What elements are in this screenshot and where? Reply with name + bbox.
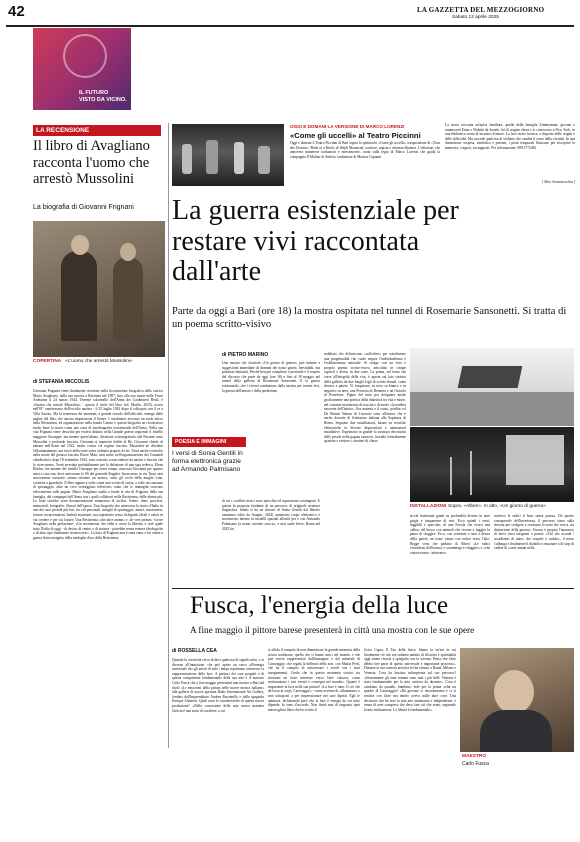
- review-byline: di STEFANIA MICCOLIS: [33, 379, 90, 385]
- exhibition-headline: «Come gli uccelli» al Teatro Piccinni: [290, 131, 421, 140]
- review-photo-caption: «L'uomo che arrestò Mussolini»: [65, 359, 133, 364]
- ad-graphic-icon: [63, 34, 107, 78]
- installation-caption-label: INSTALLAZIONI: [410, 504, 447, 509]
- header-rule: [6, 25, 574, 27]
- exhibition-body-right: La storia racconta un'epica familiare, quella della famiglia Zimmerman: giovani e innamorati Eitan e Wahida da Israele, lui di origine ebrea e si conoscono a New York, in una biblioteca scena di incontro d'amore. La loro storia fiorisce, a dispetto delle origini e delle difficoltà. Ma succede qualcosa di violento che cambia il corso della vicenda. In una dimensione sospesa, simbolica e potente, i piani temporali fluiscono per riscoprire la memoria, i segreti, sovrapposti. Per informazioni: 080.5772465.: [445, 123, 575, 150]
- installation-photo-top: [410, 348, 574, 426]
- main-col2: sedalizio che definiscono «collettive» per sottolineare una progettualità che vuole negare l'individualismo e l'esibizionismo autoriale. Si svolge così un vero e proprio poema scritto-visivo, articolato in cinque capitoli e diviso in due zone. La prima, sul tema che corre all'integrità della vita, è aperta sul lato sinistro della galleria da due lunghi fogli di scritto dismal, come dossier a parete. Vi traspaiono, in nero su bianco e in negativo su nero, una Persessa di Demetra e un Oracolo di Persefone. Figure del mito per designare anche graficamente una poetica della dialettica tra vita e morte, nel costante movimento di nascita e di morte «la tenebra nascente dell'inizio». Ora materia e il vuoto, perdita col De Rerum Natura di Lucrezio sono all'antico che è anche docente di letteratura italiana alla Sapienza di Roma. Seguono due installazioni, basate su tecniche elettroniche in diverse disposizioni e animazioni installative. Esprimono in grande lo struttura decorativa delle pesole nella pagina cartacea, facendo letteralmente spaziare e esistere i caratteri di classe: [324, 352, 406, 444]
- fusca-col1: Quando la creatività cerca di dirci qualcosa di significativo, e si divorno all'intuizione, che può aprire un varco all'energia universale che gli artisti di tutti i tempi esprimono attraverso la rappresentazione della luce. A parlarci dei suoi progetti e di questa componente fondamentale della sua arte è il maestro Carlo Fusca che a fine maggio presenterà una mostra a Bari dal titolo «Le emozioni della pittura nelle nuove mostra italiane» alla galleria di nuova apertura Rakis International Art Gallery, fondata dall'imprenditore Andrea Racaniello e dalla spagnola Enrique Almeirie. Quali sono le caratteristiche di questa nuova produzione? «Nella concezione della mia nuova maniera l'artista è una sorta di cavaliere, a cui: [172, 658, 264, 713]
- fusca-byline: di ROSSELLA CEA: [172, 648, 217, 654]
- page-number: 42: [8, 3, 25, 20]
- fusca-subhead: A fine maggio il pittore barese presenterà in città una mostra con le sue opere: [190, 625, 475, 635]
- exhibition-kicker: OGGI E DOMANI LA VERSIONE DI MARCO LORENZI: [290, 124, 405, 129]
- installation-photo-bottom: [410, 427, 574, 502]
- installation-caption: Sopra, «Alberi». In alto, «Un giorno di guerra»: [448, 504, 546, 509]
- main-byline: di PIETRO MARINO: [222, 352, 269, 358]
- ad-banner: [33, 28, 131, 110]
- main-headline: La guerra esistenziale per restare vivi raccontata dall'arte: [172, 195, 459, 287]
- poetry-sidebar-text: I versi di Sonia Gentili in forma elettronica grazie ad Armando Palmisano: [172, 450, 243, 474]
- theater-photo: [172, 124, 284, 186]
- poetry-sidebar-kicker: POESIA E IMMAGINI: [172, 437, 246, 447]
- fusca-photo-label: MAESTRO: [462, 754, 486, 759]
- review-kicker: LA RECENSIONE: [33, 125, 161, 136]
- review-body: Giovanni Frignani viene finalmente ricordato nella ricostruzione biografica dello storico Mario Avagliano, dalla sua nascita a Ravenna nel 1897, fino alla sua morte nelle Fosse Ardeatine il 24 marzo 1944. Tenente colonnello dell'Arma dei Carabinieri Reali, è «l'uomo che arrestò Mussolini» - questo il titolo del libro (ed. Marlin, 2025), uscito nell'81° anniversario dell'eccidio nazista - il 25 luglio 1943 dopo il colloquio con il re a Villa Savoia. Ma la tenerezza dei momenti, a grande ricordo dell'ufficiale, emerge dalle pagine del libro che ancora impressiona il lettore. I carabinieri avevano un ruolo attivo nella Resistenza, ed organizzarono nella banda Caruso e questa biografia ne ricostruisce molto bene la storia come una sorta di autobiografia resistenziale dell'Arma. Nella sua vita Frignani viene descritto per essersi distinto nella Grande guerra seguendo il fratello maggiore Giuseppe; ma mentre quest'ultimo, divisione sottosegretario alle Finanze sotto Mussolini e profondo fascista, Giovanni si manterrà fedele al Re. Giovanni chiede di entrare nell'Arma nel 1922, molto critico col regime fascista. Mussolini ne chiedera l'allontanamento, ma trovò della sorte salva ordinata proprio da lui. Verrà anche coinvolto nella morte del gerarca fascista Ettore Muti, sarà attivo nell'organizzazione dei Comandi clandestini e dopo l'8 settembre 1943, sarà costretto a nascondersi da nazisti e fascisti che lo ricercavano. Verrà arrestato probabilmente per la delazione di una spia tedesca, Elena Hoehn, che amante del fratello Giuseppe per avere tempo, nascosto Giovanni per quattro mesi a casa sua, dove arrivarono le SS del generale Kappler. Incarcerato in via Tasso sarà atrocemente torturato «senza ottenere un nome», sotto gli occhi della moglie Lina, costretta a guardarlo. Il libro appare a volte come uno scritto di storia, a volte un romanzo di spionaggio, altre un vero sceneggiato televisivo, tanto che le immagini scorrono velocemente sulle pagine. Mario Avagliano studia a fondo la vita di Frignani, della sua famiglia, del compagni dell'Arma con i quali collaborò nella Resistenza, delle donne più. Le fonti storiche sono documentazione minuziosa di archivi, lettere, diari, processi, memoriali, fotografie, filmati dell'epoca. Una biografia che attraversa la storia d'Italia in uno dei suoi periodi più bui, fra odi personali, intrighi di spionaggio, amori, massoneria, torture, incarcerazioni, barbari assassinii, ma soprattutto senso di dignità, ideali e valori in cui credere e per cui lottare. Una Resistenza «che altre anime» e «le vere anime» -scrive Avagliano nella prefazione- «Un movimento che ebbe a cuore la libertà» e cioè quale tutto l'Italia di oggi - di destra, di centro e di sinistra - potrebbe senza remore ideologiche o di altro tipo finalmente riconoscersi». La lotta di Frignani non è stata vana, e lui venne a guerra finita insignito della medaglia d'oro della Resistenza.: [33, 389, 163, 540]
- main-subhead: Parte da oggi a Bari (ore 18) la mostra ospitata nel tunnel di Rosemarie Sansonetti. Si tratta di un poema scritto-visivo: [172, 306, 567, 330]
- exhibition-credit: [ Alice Scotarnecchia ]: [541, 180, 575, 184]
- fusca-col3: fisico Capra, Il Tao della fisica. Siamo in un'era in cui finalmente ciò che era soltanto ambito di filosofia e spiritualità oggi siamo riusciti a spiegarlo con la scienza. Penso che l'arte debba fare parte di questo universale e importante processo». Durante la sua carriera artistica lei ha vissuto a Roma, Milano e Venezia. Cosa ha lasciato un'impronta sul suo percorso? «Sicuramente gli anni romani sono stati i più belli. Venezia è stata fondamentale per la mia carriera da docente». Cosa è cambiato da quando, bambino, vide per la prima volta un quadro di Caravaggio? «Da giovane ci incontravamo e ci si sentiva con l'arte ma dentro avevo mille altre cose. Una decisione che ha reso la mia arte autonomia e indipendente, e senza di aver compreso che devo fare ciò che sento, seguendo la mia inclinazione. La libertà è fondamentale».: [364, 648, 456, 712]
- ad-line-1: IL FUTURO: [79, 90, 109, 96]
- main-col3: sicchi bodoniani giunti su profondità diverse in nere grigie e trasparenze di vert. Ecco quindi i versi, leggibili e specchio, di una Favola che evoca una «alba» del bosco con animali che vivono e fuggire la paura di sfuggire. Ecco, con sorrisone e suoi a destra della parete, un trono vanno con rudori verso l'alto. Regge versi che parlano di Alberi «Le radici s'invadono dell'uomo» e «sommergi e rifuggito» e «che conoscevano - attraverso: [410, 514, 490, 555]
- main-col1-top: Una mostra che s'intitola «Un giorno di guerra» può indurre a suggestioni immediate di drammi dei nostri giorni. Inevitabili, ma piuttosto limitanti. Perché ben più complesse e profonde è il respiro del discorso che parte da oggi (ore 18) e fino al 18 maggio nel tunnel della galleria di Rosemarie Sansonetti. E la guerra esistenziale, che i viventi combattono dalla nascita per restare vivi, la guerra dell'amore e della perdizione,: [222, 361, 320, 393]
- review-headline: Il libro di Avagliano racconta l'uomo che arrestò Mussolini: [33, 138, 150, 187]
- review-photo-caption-label: COPERTINA: [33, 359, 62, 364]
- fusca-photo: [460, 648, 574, 752]
- exhibition-body-left: Oggi e domani il Teatro Piccinni di Bari ospita lo spettacolo «Come gli uccelli», trasposizione di «Tous des Oiseaux / Birds of a Kind» di Wajdi Mouawad, scrittore, regista e cineasta libanese. L'edizione, che annovera numerose traduzioni e messinscene, conta sulla regia di Marco Lorenzi che guida la compagnia Il Mulino di Amleto, traduzione di Monica Capuani.: [290, 141, 440, 159]
- masthead: LA GAZZETTA DEL MEZZOGIORNO: [417, 6, 545, 14]
- fusca-col2: si affida il compito di non dimenticare la grande memoria della nostra tradizione, quella che ci hanno unici nel mondo, e che può essere rappresentati dall'immagine e dal minerale di Caravaggio, che regala la bellezza della arte, con Mattia Preti, che ha il compito di attraversare i secoli con i suoi insegnamenti. Credo che in questo momento storico sia ritornato un forte interesse verso l'arte classica, come testimoniano i vari eventi e convegni nel mondo». Quante è importante la luce nella sua pittura? «La luce è tutto. Il ciò che dà forza ai corpi, Caravaggio» - come avviene di «illuminare» e non sottoposti a per impressionare nei suoi dipinti. Egli le animava, dichiarando però che la luce è energia da cui tutto dipende. Io sono d'accordo. Non finirò mai di ringrazio quei meravigliosi libro che ha scritto il: [268, 648, 360, 712]
- review-subhead: La biografia di Giovanni Frignani: [33, 204, 134, 211]
- ad-line-2: VISTO DA VICINO.: [79, 97, 127, 103]
- review-photo: [33, 221, 165, 357]
- main-col1-bottom: di cui i conflitti storici sono specchio ed espressione contingenti. È questa la proposta fondante di un percorso di originale struttura linguistica. Infatti si ha un dossier di Sonia Gentili dal libretto omonimo edito da Aragno, 2024) assumono corpo elettronico e movimento interno in modelli spaziali allestiti per e con Armando Palmisano (a nome, sezione «tocca», e suoi suale breve, Roma nel 2023) in: [222, 499, 320, 531]
- main-col4: traverso le radici il buio senza paura». Da questo consapevole dell'incertezza, il percorso torna sulla sinistra per svolgere a contrasto la zona che evoca «la distruzione della guerra». Guerra è proprio l'annuncio di brevi versi traspirati a parete: «Chi che accada / accadiamo di tutte» che sospetti e cadute», il muro s'allunga e finalmente il diabolico risuonare a di stop di cadere di «carri armati nella: [494, 514, 574, 551]
- header-date: Sabato 12 aprile 2025: [452, 15, 499, 20]
- fusca-photo-caption: Carlo Fusca: [462, 761, 489, 767]
- fusca-headline: Fusca, l'energia della luce: [190, 592, 449, 619]
